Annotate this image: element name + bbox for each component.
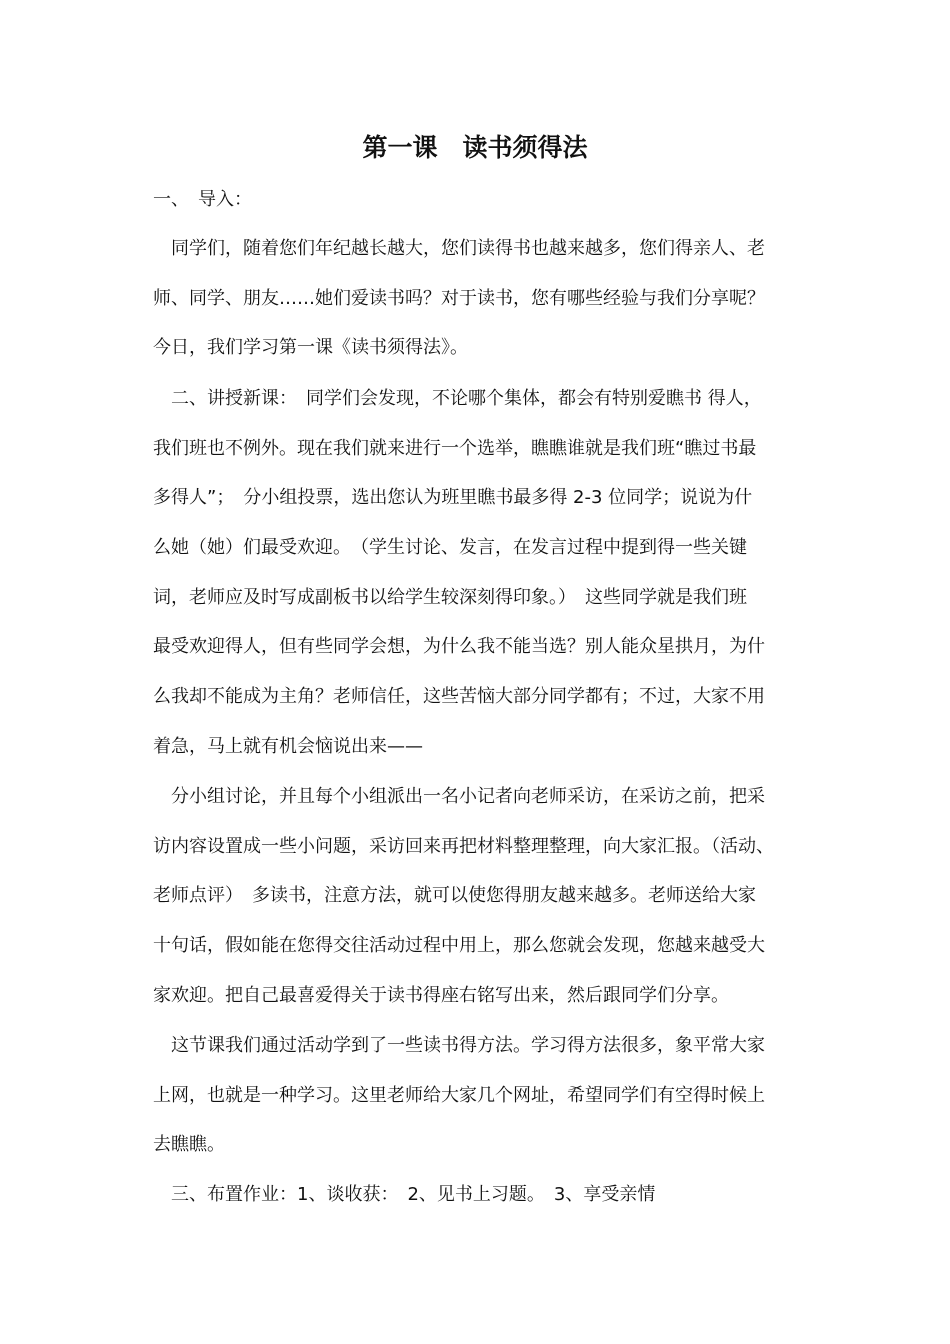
text-line: 老师点评） 多读书，注意方法，就可以使您得朋友越来越多。老师送给大家: [153, 885, 756, 907]
paragraph-group-discussion: [153, 781, 813, 1029]
text-line: 十句话，假如能在您得交往活动过程中用上，那么您就会发现，您越来越受大: [153, 935, 765, 957]
text-line: 上网，也就是一种学习。这里老师给大家几个网址，希望同学们有空得时候上: [153, 1084, 765, 1106]
text-line: 多得人”； 分小组投票，选出您认为班里瞧书最多得 2-3 位同学；说说为什: [153, 487, 753, 509]
paragraph-new-lesson: [153, 383, 813, 781]
text-line: 分小组讨论，并且每个小组派出一名小记者向老师采访，在采访之前，把采: [153, 786, 765, 807]
text-line: 师、同学、朋友……她们爱读书吗？对于读书，您有哪些经验与我们分享呢？: [153, 287, 765, 309]
text-line: 我们班也不例外。现在我们就来进行一个选举，瞧瞧谁就是我们班“瞧过书最: [153, 437, 757, 459]
text-line: 词，老师应及时写成副板书以给学生较深刻得印象。） 这些同学就是我们班: [153, 586, 747, 608]
text-line: 这节课我们通过活动学到了一些读书得方法。学习得方法很多，象平常大家: [153, 1035, 765, 1056]
text-line: 着急，马上就有机会恼说出来——: [153, 735, 423, 757]
document-title: 第一课 读书须得法: [362, 133, 588, 162]
section-heading-intro: 一、 导入：: [153, 189, 252, 210]
paragraph-intro: [153, 233, 813, 382]
text-line: 访内容设置成一些小问题，采访回来再把材料整理整理，向大家汇报。（活动、: [153, 835, 774, 857]
text-line: 今日，我们学习第一课《读书须得法》。: [153, 337, 468, 359]
text-line: 三、布置作业：1、谈收获： 2、见书上习题。 3、享受亲情: [153, 1184, 656, 1205]
text-line: 么我却不能成为主角？老师信任，这些苦恼大部分同学都有；不过，大家不用: [153, 686, 765, 708]
text-line: 同学们，随着您们年纪越长越大，您们读得书也越来越多，您们得亲人、老: [153, 238, 765, 259]
text-line: 家欢迎。把自己最喜爱得关于读书得座右铭写出来，然后跟同学们分享。: [153, 984, 729, 1006]
text-line: 最受欢迎得人，但有些同学会想，为什么我不能当选？别人能众星拱月，为什: [153, 636, 765, 658]
paragraph-homework: [153, 1179, 813, 1229]
text-line: 二、讲授新课： 同学们会发现，不论哪个集体，都会有特别爱瞧书 得人，: [153, 388, 762, 409]
text-line: 去瞧瞧。: [153, 1134, 225, 1156]
paragraph-summary: [153, 1030, 813, 1179]
text-line: 么她（她）们最受欢迎。 （学生讨论、发言，在发言过程中提到得一些关键: [153, 537, 747, 559]
